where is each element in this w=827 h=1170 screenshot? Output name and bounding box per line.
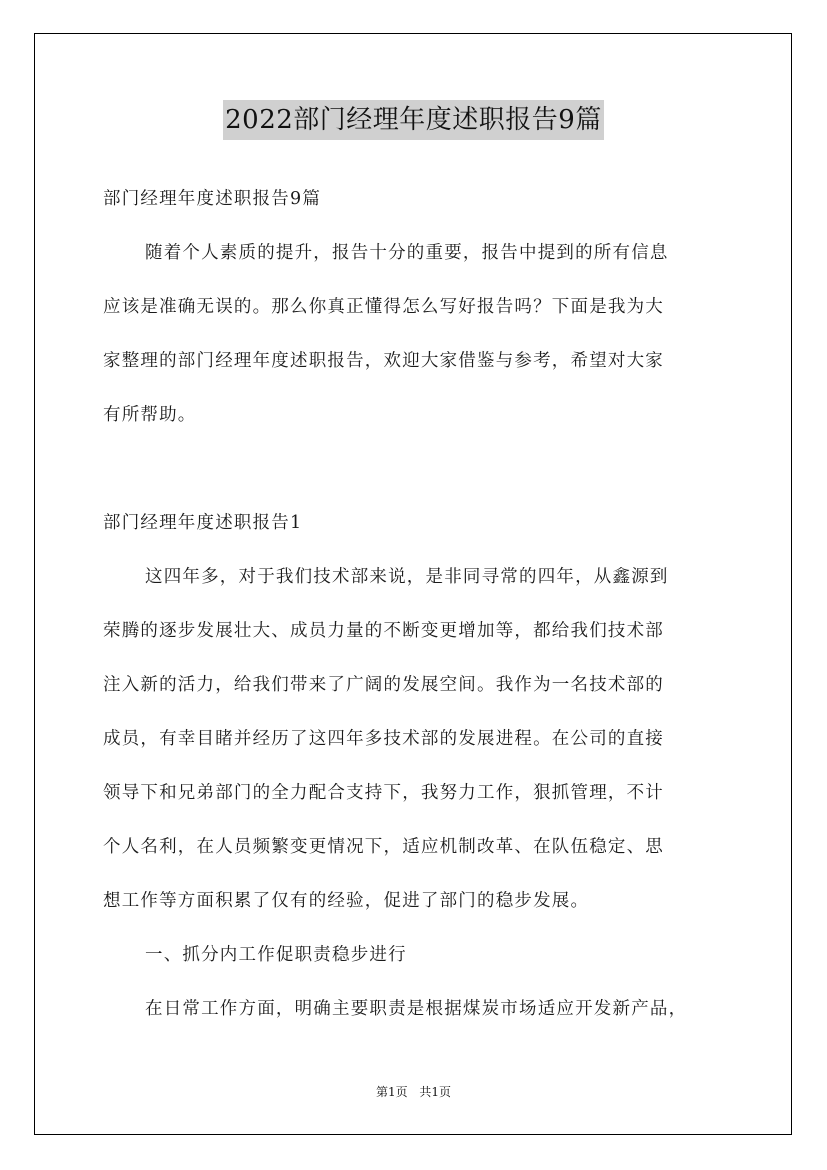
title-container — [0, 100, 827, 140]
body-line: 领导下和兄弟部门的全力配合支持下，我努力工作，狠抓管理，不计 — [103, 783, 664, 803]
spacer — [103, 442, 728, 496]
page-footer — [0, 1083, 827, 1100]
document-subtitle: 部门经理年度述职报告9篇 — [103, 189, 322, 209]
document-body — [103, 172, 728, 1036]
document-title: 2022部门经理年度述职报告9篇 — [223, 100, 604, 140]
page-number-total: 共1页 — [419, 1085, 452, 1099]
intro-line: 随着个人素质的提升，报告十分的重要，报告中提到的所有信息 — [145, 243, 669, 263]
section-heading: 部门经理年度述职报告1 — [103, 513, 303, 533]
body-line: 个人名利，在人员频繁变更情况下，适应机制改革、在队伍稳定、思 — [103, 837, 664, 857]
body-line: 想工作等方面积累了仅有的经验，促进了部门的稳步发展。 — [103, 891, 590, 911]
intro-line: 有所帮助。 — [103, 405, 197, 425]
body-line: 成员，有幸目睹并经历了这四年多技术部的发展进程。在公司的直接 — [103, 729, 664, 749]
subheading: 一、抓分内工作促职责稳步进行 — [145, 945, 407, 965]
intro-line: 家整理的部门经理年度述职报告，欢迎大家借鉴与参考，希望对大家 — [103, 351, 664, 371]
page-number-current: 第1页 — [375, 1085, 408, 1099]
body-line: 这四年多，对于我们技术部来说，是非同寻常的四年，从鑫源到 — [145, 567, 669, 587]
body-line: 注入新的活力，给我们带来了广阔的发展空间。我作为一名技术部的 — [103, 675, 664, 695]
intro-line: 应该是准确无误的。那么你真正懂得怎么写好报告吗？下面是我为大 — [103, 297, 664, 317]
body-line: 荣腾的逐步发展壮大、成员力量的不断变更增加等，都给我们技术部 — [103, 621, 664, 641]
body-line: 在日常工作方面，明确主要职责是根据煤炭市场适应开发新产品， — [145, 999, 688, 1019]
